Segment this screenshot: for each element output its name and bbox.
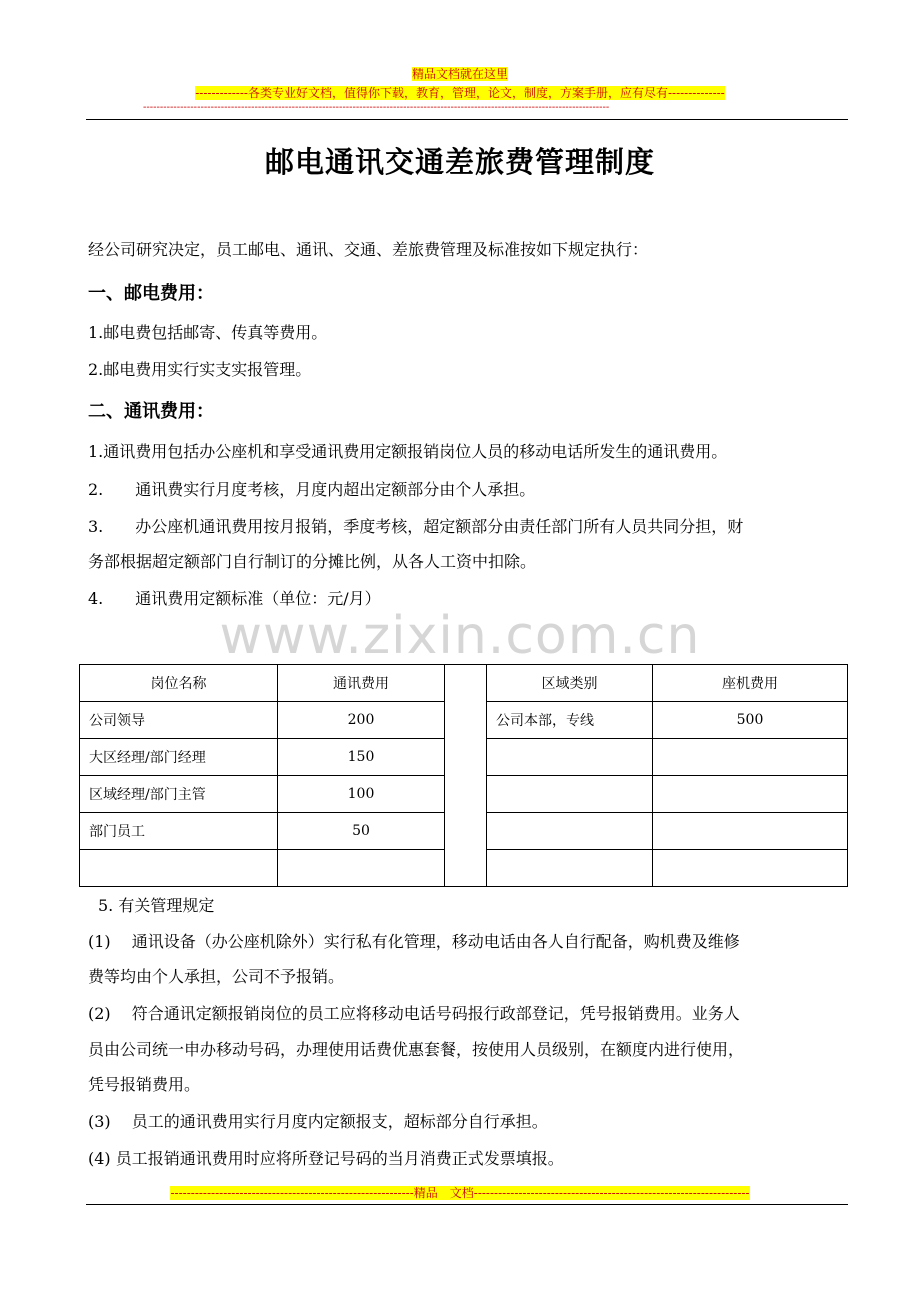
quota-table <box>79 664 848 887</box>
rule-2-line-3: 凭号报销费用。 <box>88 1075 201 1094</box>
table-cell: 区域经理/部门主管 <box>80 776 278 813</box>
rule-4: (4) 员工报销通讯费用时应将所登记号码的当月消费正式发票填报。 <box>88 1149 564 1168</box>
table-cell: 100 <box>278 776 445 813</box>
table-cell: 50 <box>278 813 445 850</box>
section1-heading: 一、邮电费用： <box>88 283 214 304</box>
footer-banner: ------------------------------------------------------------精品 文档-------------------------------------------------------------------- <box>170 1186 750 1200</box>
rule-3: (3) 员工的通讯费用实行月度内定额报支，超标部分自行承担。 <box>88 1112 548 1131</box>
table-cell: 200 <box>278 702 445 739</box>
section2-item-4: 4. 通讯费用定额标准（单位：元/月） <box>88 589 381 608</box>
header-cell-landline-fee: 座机费用 <box>653 665 848 702</box>
section2-item-1: 1.通讯费用包括办公座机和享受通讯费用定额报销岗位人员的移动电话所发生的通讯费用。 <box>88 442 728 461</box>
table-cell: 大区经理/部门经理 <box>80 739 278 776</box>
section1-item-1: 1.邮电费包括邮寄、传真等费用。 <box>88 323 328 342</box>
header-cell-comm-fee: 通讯费用 <box>278 665 445 702</box>
table-cell <box>278 850 445 887</box>
table-gap-column <box>445 665 487 887</box>
table-cell <box>487 850 653 887</box>
section2-heading: 二、通讯费用： <box>88 401 214 422</box>
section5-heading: 5. 有关管理规定 <box>98 896 215 915</box>
header-top-label: 精品文档就在这里 <box>411 67 508 81</box>
table-cell <box>653 739 848 776</box>
rule-2-line-2: 员由公司统一申办移动号码，办理使用话费优惠套餐，按使用人员级别，在额度内进行使用， <box>88 1040 745 1059</box>
section2-item-2: 2. 通讯费实行月度考核，月度内超出定额部分由个人承担。 <box>88 480 536 499</box>
section1-item-2: 2.邮电费用实行实支实报管理。 <box>88 360 312 379</box>
header-cell-position: 岗位名称 <box>80 665 278 702</box>
header-rule <box>86 119 848 120</box>
rule-1-line-2: 费等均由个人承担，公司不予报销。 <box>88 967 345 986</box>
table-cell <box>653 813 848 850</box>
rule-2-line-1: (2) 符合通讯定额报销岗位的员工应将移动电话号码报行政部登记，凭号报销费用。业务人 <box>88 1004 740 1023</box>
rule-1-line-1: (1) 通讯设备（办公座机除外）实行私有化管理，移动电话由各人自行配备，购机费及维修 <box>88 932 740 951</box>
header-cell-region: 区域类别 <box>487 665 653 702</box>
section2-item-3-line-1: 3. 办公座机通讯费用按月报销，季度考核，超定额部分由责任部门所有人员共同分担，财 <box>88 517 744 536</box>
table-cell <box>487 739 653 776</box>
table-cell: 500 <box>653 702 848 739</box>
watermark: www.zixin.com.cn <box>219 606 701 666</box>
table-header-row <box>80 665 848 702</box>
header-dash-line: ------------------------------------------------------------------------------------------------------------------------------------------ <box>143 102 610 113</box>
table-cell: 部门员工 <box>80 813 278 850</box>
table-cell <box>80 850 278 887</box>
section2-item-3-line-2: 务部根据超定额部门自行制订的分摊比例，从各人工资中扣除。 <box>88 552 537 571</box>
table-cell <box>487 813 653 850</box>
intro-paragraph: 经公司研究决定，员工邮电、通讯、交通、差旅费管理及标准按如下规定执行： <box>88 240 649 259</box>
document-title: 邮电通讯交通差旅费管理制度 <box>264 145 655 179</box>
header-banner: -------------各类专业好文档，值得你下载，教育，管理，论文，制度，方案手册，应有尽有-------------- <box>195 86 725 100</box>
table-cell: 公司领导 <box>80 702 278 739</box>
table-cell <box>653 776 848 813</box>
table-cell: 公司本部，专线 <box>487 702 653 739</box>
footer-rule <box>86 1204 848 1205</box>
table-cell <box>653 850 848 887</box>
table-cell <box>487 776 653 813</box>
table-cell: 150 <box>278 739 445 776</box>
